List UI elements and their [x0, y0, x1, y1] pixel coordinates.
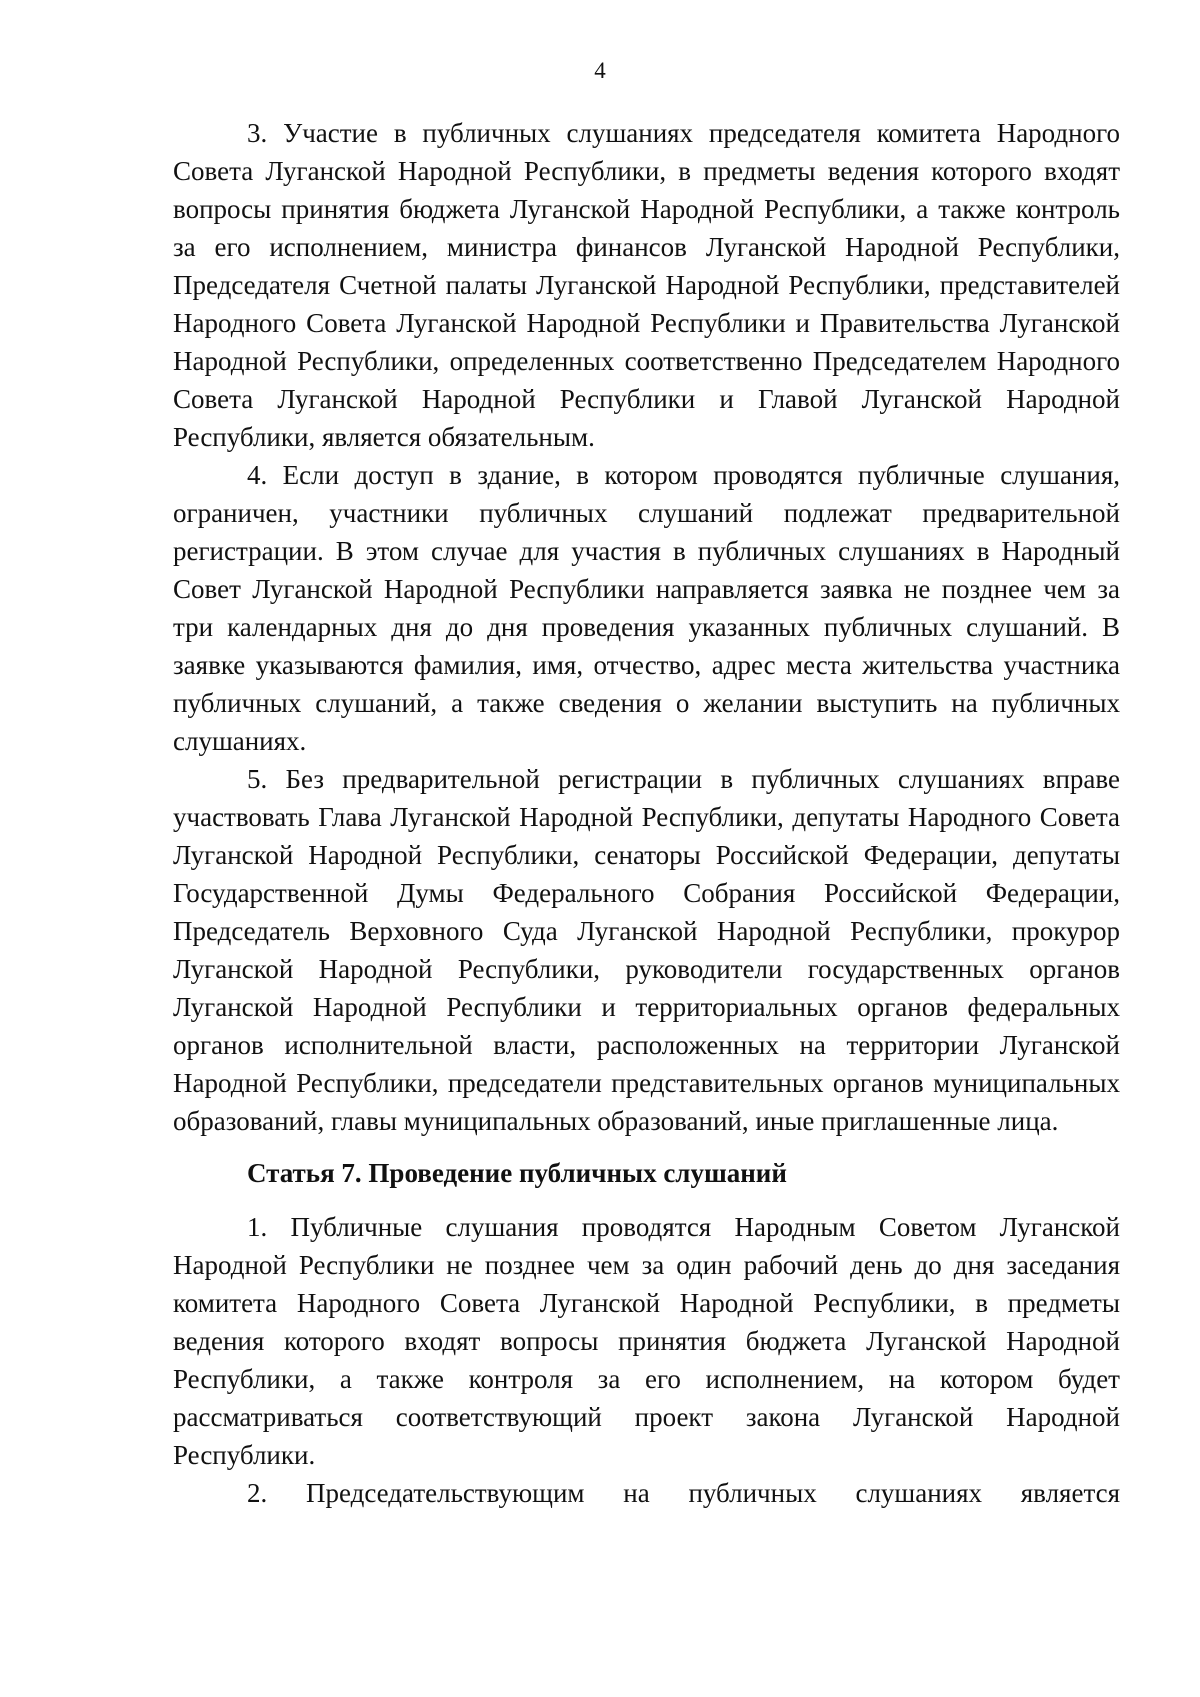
document-body [173, 114, 1120, 1512]
paragraph-4: 4. Если доступ в здание, в котором проводятся публичные слушания, ограничен, участники публичных слушаний подлежат предварительной регистрации. В этом случае для участия в публичных слушаниях в Народный Совет Луганской Народной Республики направляется заявка не позднее чем за три календарных дня до дня проведения указанных публичных слушаний. В заявке указываются фамилия, имя, отчество, адрес места жительства участника публичных слушаний, а также сведения о желании выступить на публичных слушаниях. [173, 460, 1120, 756]
spacer [173, 1192, 1120, 1208]
page-number: 4 [594, 58, 606, 83]
article-7-paragraph-1: 1. Публичные слушания проводятся Народным Советом Луганской Народной Республики не позднее чем за один рабочий день до дня заседания комитета Народного Совета Луганской Народной Республики, в предметы ведения которого входят вопросы принятия бюджета Луганской Народной Республики, а также контроля за его исполнением, на котором будет рассматриваться соответствующий проект закона Луганской Народной Республики. [173, 1212, 1120, 1470]
paragraph-5: 5. Без предварительной регистрации в публичных слушаниях вправе участвовать Глава Луганской Народной Республики, депутаты Народного Совета Луганской Народной Республики, сенаторы Российской Федерации, депутаты Государственной Думы Федерального Собрания Российской Федерации, Председатель Верховного Суда Луганской Народной Республики, прокурор Луганской Народной Республики, руководители государственных органов Луганской Народной Республики и территориальных органов федеральных органов исполнительной власти, расположенных на территории Луганской Народной Республики, председатели представительных органов муниципальных образований, главы муниципальных образований, иные приглашенные лица. [173, 764, 1120, 1136]
spacer [173, 1140, 1120, 1154]
article-heading: Статья 7. Проведение публичных слушаний [247, 1158, 787, 1188]
paragraph-3: 3. Участие в публичных слушаниях председателя комитета Народного Совета Луганской Народной Республики, в предметы ведения которого входят вопросы принятия бюджета Луганской Народной Республики, а также контроль за его исполнением, министра финансов Луганской Народной Республики, Председателя Счетной палаты Луганской Народной Республики, представителей Народного Совета Луганской Народной Республики и Правительства Луганской Народной Республики, определенных соответственно Председателем Народного Совета Луганской Народной Республики и Главой Луганской Народной Республики, является обязательным. [173, 118, 1120, 452]
article-7-paragraph-2: 2. Председательствующим на публичных слушаниях является [247, 1478, 1120, 1508]
